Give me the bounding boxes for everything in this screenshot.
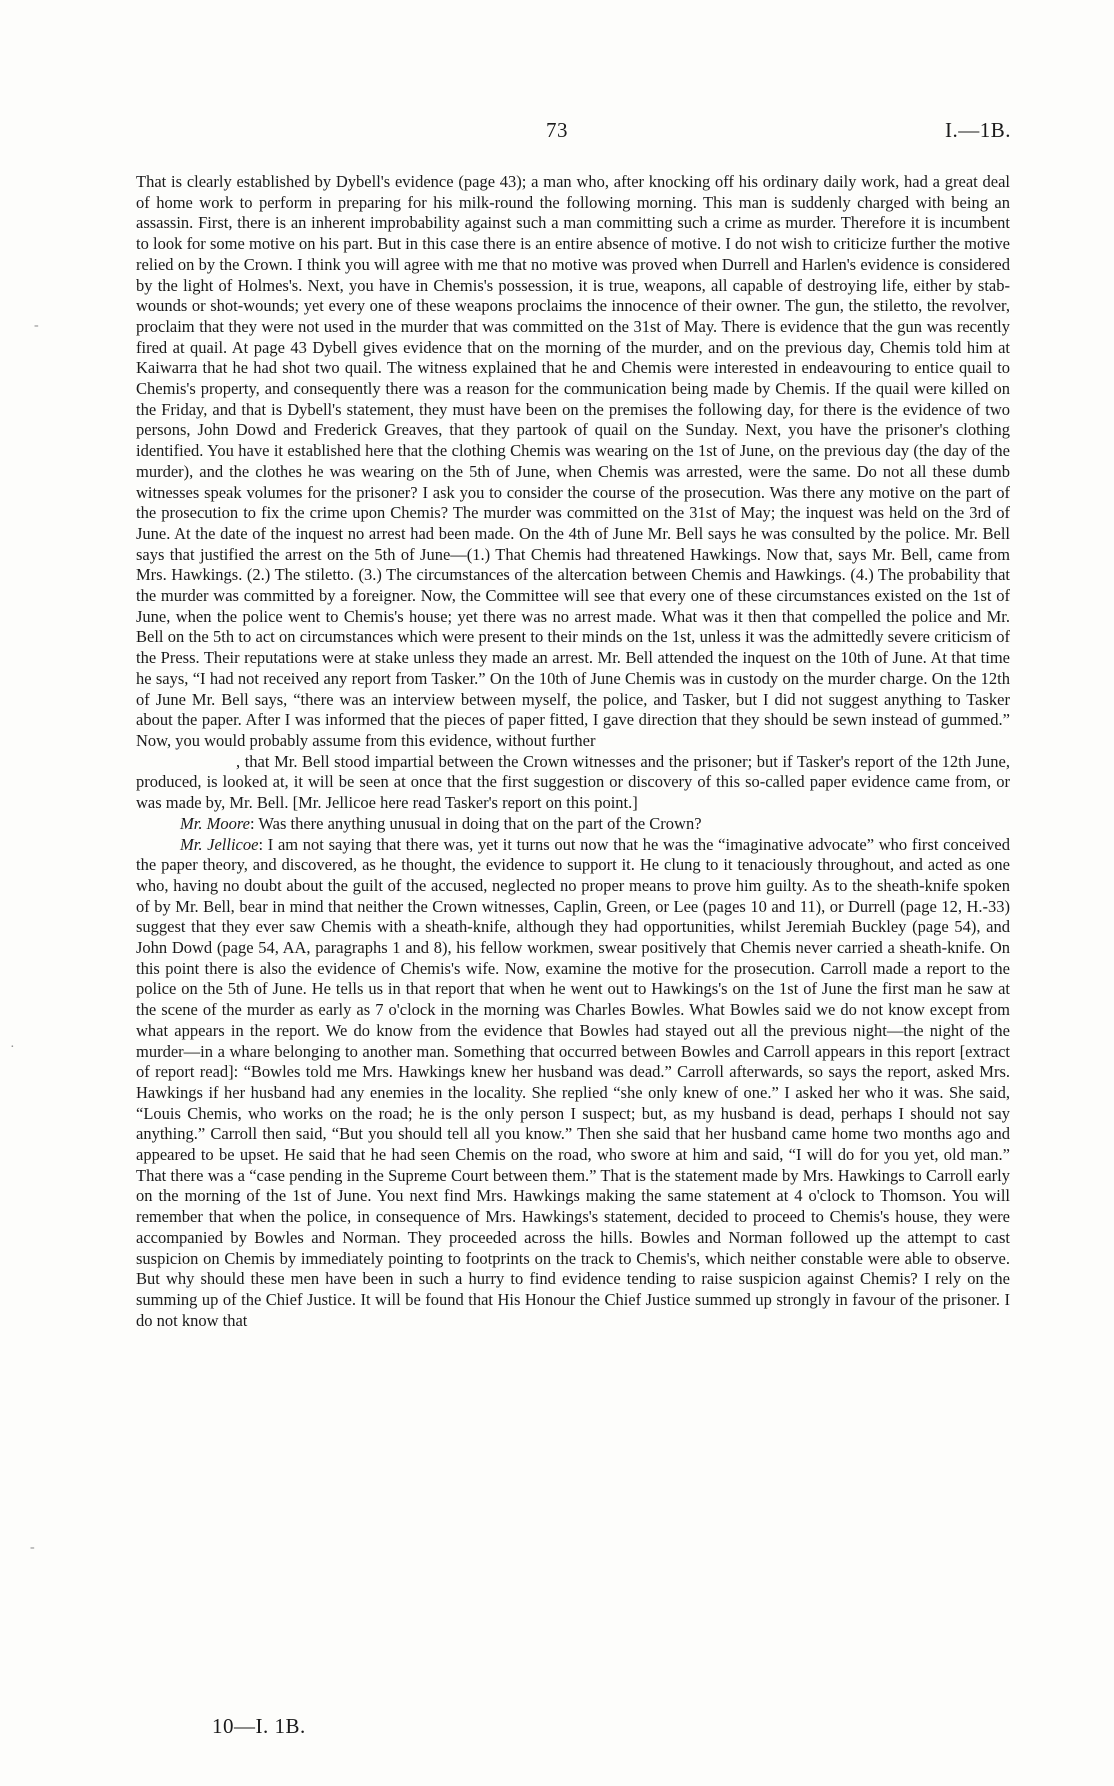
speaker-moore: Mr. Moore [180, 813, 250, 833]
paragraph-jellicoe [136, 835, 1010, 1332]
body-text [136, 172, 1010, 1331]
paragraph-moore [136, 814, 1010, 835]
paragraph-1-text: That is clearly established by Dybell's evidence (page 43); a man who, after knocking off his ordinary daily work, had a great deal of home work to perform in preparing for his milk-round the following morning. This man is suddenly charged with being an assassin. First, there is an inherent improbability against such a man committing such a crime as murder. Therefore it is incumbent to look for some motive on his part. But in this case there is an entire absence of motive. I do not wish to criticize further the motive relied on by the Crown. I think you will agree with me that no motive was proved when Durrell and Harlen's evidence is considered by the light of Holmes's. Next, you have in Chemis's possession, it is true, weapons, all capable of destroying life, either by stab-wounds or shot-wounds; yet every one of these weapons proclaims the innocence of their owner. The gun, the stiletto, the revolver, proclaim that they were not used in the murder that was committed on the 31st of May. There is evidence that the gun was recently fired at quail. At page 43 Dybell gives evidence that on the morning of the murder, and on the previous day, Chemis told him at Kaiwarra that he had shot two quail. The witness explained that he and Chemis were interested in endeavouring to entice quail to Chemis's property, and consequently there was a reason for the communication being made by Chemis. If the quail were killed on the Friday, and that is Dybell's statement, they must have been on the premises the following day, for there is the evidence of two persons, John Dowd and Frederick Greaves, that they partook of quail on the Sunday. Next, you have the prisoner's clothing identified. You have it established here that the clothing Chemis was wearing on the 1st of June, on the previous day (the day of the murder), and the clothes he was wearing on the 5th of June, when Chemis was arrested, were the same. Do not all these dumb witnesses speak volumes for the prisoner? I ask you to consider the course of the prosecution. Was there any motive on the part of the prosecution to fix the crime upon Chemis? The murder was committed on the 31st of May; the inquest was held on the 3rd of June. At the date of the inquest no arrest had been made. On the 4th of June Mr. Bell says he was consulted by the police. Mr. Bell says that justified the arrest on the 5th of June—(1.) That Chemis had threatened Hawkings. Now that, says Mr. Bell, came from Mrs. Hawkings. (2.) The stiletto. (3.) The circumstances of the altercation between Chemis and Hawkings. (4.) The probability that the murder was committed by a foreigner. Now, the Committee will see that every one of these circumstances existed on the 1st of June, when the police went to Chemis's house; yet there was no arrest made. What was it then that compelled the police and Mr. Bell on the 5th to act on circumstances which were present to their minds on the 1st, unless it was the admittedly severe criticism of the Press. Their reputations were at stake unless they made an arrest. Mr. Bell attended the inquest on the 10th of June. At that time he says, “I had not received any report from Tasker.” On the 10th of June Chemis was in custody on the murder charge. On the 12th of June Mr. Bell says, “there was an interview between myself, the police, and Tasker, but I did not suggest anything to Tasker about the paper. After I was informed that the pieces of paper fitted, I gave direction that they should be sewn instead of gummed.” Now, you would probably assume from this evidence, without further [136, 172, 1010, 750]
margin-speck: - [34, 318, 39, 333]
signature-mark: 10—I. 1B. [212, 1714, 306, 1738]
paragraph-1 [136, 172, 1010, 814]
document-reference: I.—1B. [945, 118, 1011, 142]
speaker-jellicoe: Mr. Jellicoe [180, 834, 259, 854]
page-number: 73 [546, 118, 568, 142]
margin-speck: · [10, 1040, 15, 1055]
jellicoe-response: : I am not saying that there was, yet it turns out now that he was the “imaginative advocate” who first conceived the paper theory, and discovered, as he thought, the evidence to support it. He clung to it tenaciously throughout, and acted as one who, having no doubt about the guilt of the accused, neglected no proper means to prove him guilty. As to the sheath-knife spoken of by Mr. Bell, bear in mind that neither the Crown witnesses, Caplin, Green, or Lee (pages 10 and 11), or Durrell (page 12, H.-33) suggest that they ever saw Chemis with a sheath-knife, although they had opportunities, whilst Jeremiah Buckley (page 54), and John Dowd (page 54, AA, paragraphs 1 and 8), his fellow workmen, swear positively that Chemis never carried a sheath-knife. On this point there is also the evidence of Chemis's wife. Now, examine the motive for the prosecution. Carroll made a report to the police on the 5th of June. He tells us in that report that when he went out to Hawkings's on the 1st of June the first man he saw at the scene of the murder as early as 7 o'clock in the morning was Charles Bowles. What Bowles said we do not know except from what appears in the report. We do know from the evidence that Bowles had stayed out all the previous night—the night of the murder—in a whare belonging to another man. Something that occurred between Bowles and Carroll appears in this report [extract of report read]: “Bowles told me Mrs. Hawkings knew her husband was dead.” Carroll afterwards, so says the report, asked Mrs. Hawkings if her husband had any enemies in the locality. She replied “she only knew of one.” I asked her who it was. She said, “Louis Chemis, who works on the road; he is the only person I suspect; but, as my husband is dead, perhaps I should not say anything.” Carroll then said, “But you should tell all you know.” Then she said that her husband came home two months ago and appeared to be upset. He said that he had seen Chemis on the road, who swore at him and said, “I will do for you yet, old man.” That there was a “case pending in the Supreme Court between them.” That is the statement made by Mrs. Hawkings to Carroll early on the morning of the 1st of June. You next find Mrs. Hawkings making the same statement at 4 o'clock to Thomson. You will remember that when the police, in consequence of Mrs. Hawkings's statement, decided to proceed to Chemis's house, they were accompanied by Bowles and Norman. They proceeded across the hills. Bowles and Norman followed up the attempt to cast suspicion on Chemis by immediately pointing to footprints on the track to Chemis's, which neither constable were able to observe. But why should these men have been in such a hurry to find evidence tending to raise suspicion against Chemis? I rely on the summing up of the Chief Justice. It will be found that His Honour the Chief Justice summed up strongly in favour of the prisoner. I do not know that [136, 834, 1011, 1330]
moore-question: : Was there anything unusual in doing that on the part of the Crown? [249, 813, 702, 833]
margin-speck: - [30, 1540, 35, 1555]
paragraph-1-continuation: , that Mr. Bell stood impartial between the Crown witnesses and the prisoner; but if Tasker's report of the 12th June, produced, is looked at, it will be seen at once that the first suggestion or discovery of this so-called paper evidence came from, or was made by, Mr. Bell. [Mr. Jellicoe here read Tasker's report on this point.] [136, 751, 1010, 813]
